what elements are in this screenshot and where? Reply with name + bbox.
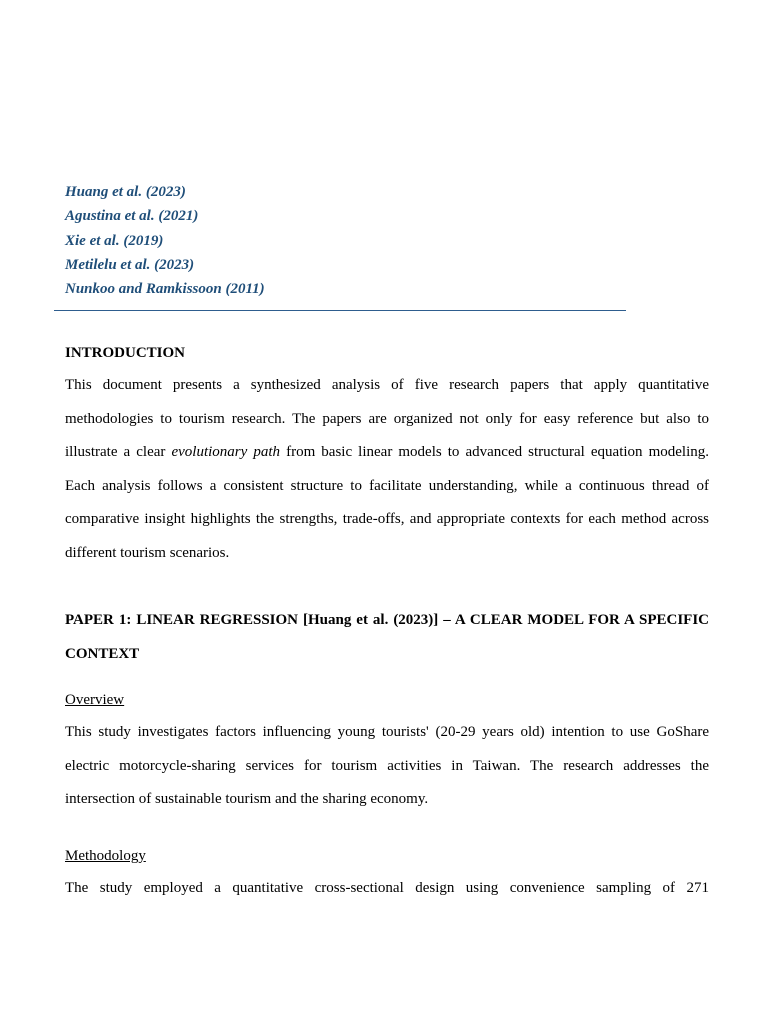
introduction-emphasis: evolutionary path: [171, 444, 281, 461]
reference-list: [65, 180, 665, 301]
reference-item: Huang et al. (2023): [65, 184, 186, 200]
reference-item: Metilelu et al. (2023): [65, 256, 195, 273]
reference-item: Agustina et al. (2021): [65, 208, 199, 225]
overview-paragraph: This study investigates factors influencing young tourists' (20-29 years old) intention to use GoShare electric motorcycle-sharing services for tourism activities in Taiwan. The research addresses the intersection of sustainable tourism and the sharing economy.: [65, 724, 709, 808]
paper1-heading: PAPER 1: LINEAR REGRESSION [Huang et al. (2023)] – A CLEAR MODEL FOR A SPECIFIC CONTEXT: [65, 612, 709, 662]
introduction-text-start: This document presents a synthesized analysis of five research papers that apply quantitative methodologies to tourism research. The papers are organized not only for easy reference but also to illustrate a clear: [65, 377, 709, 461]
section-divider: [54, 310, 626, 311]
introduction-paragraph: [65, 369, 709, 571]
reference-item: Nunkoo and Ramkissoon (2011): [65, 281, 265, 298]
overview-heading: Overview: [65, 692, 125, 708]
reference-item: Xie et al. (2019): [65, 232, 164, 249]
introduction-heading: INTRODUCTION: [65, 345, 186, 361]
methodology-heading: Methodology: [65, 848, 146, 864]
introduction-text-end: from basic linear models to advanced structural equation modeling. Each analysis follows a consistent structure to facilitate understanding, while a continuous thread of comparative insight highlights the strengths, trade-offs, and appropriate contexts for each method across different tourism scenarios.: [65, 444, 710, 561]
methodology-paragraph: The study employed a quantitative cross-sectional design using convenience sampling of 271: [65, 880, 709, 896]
